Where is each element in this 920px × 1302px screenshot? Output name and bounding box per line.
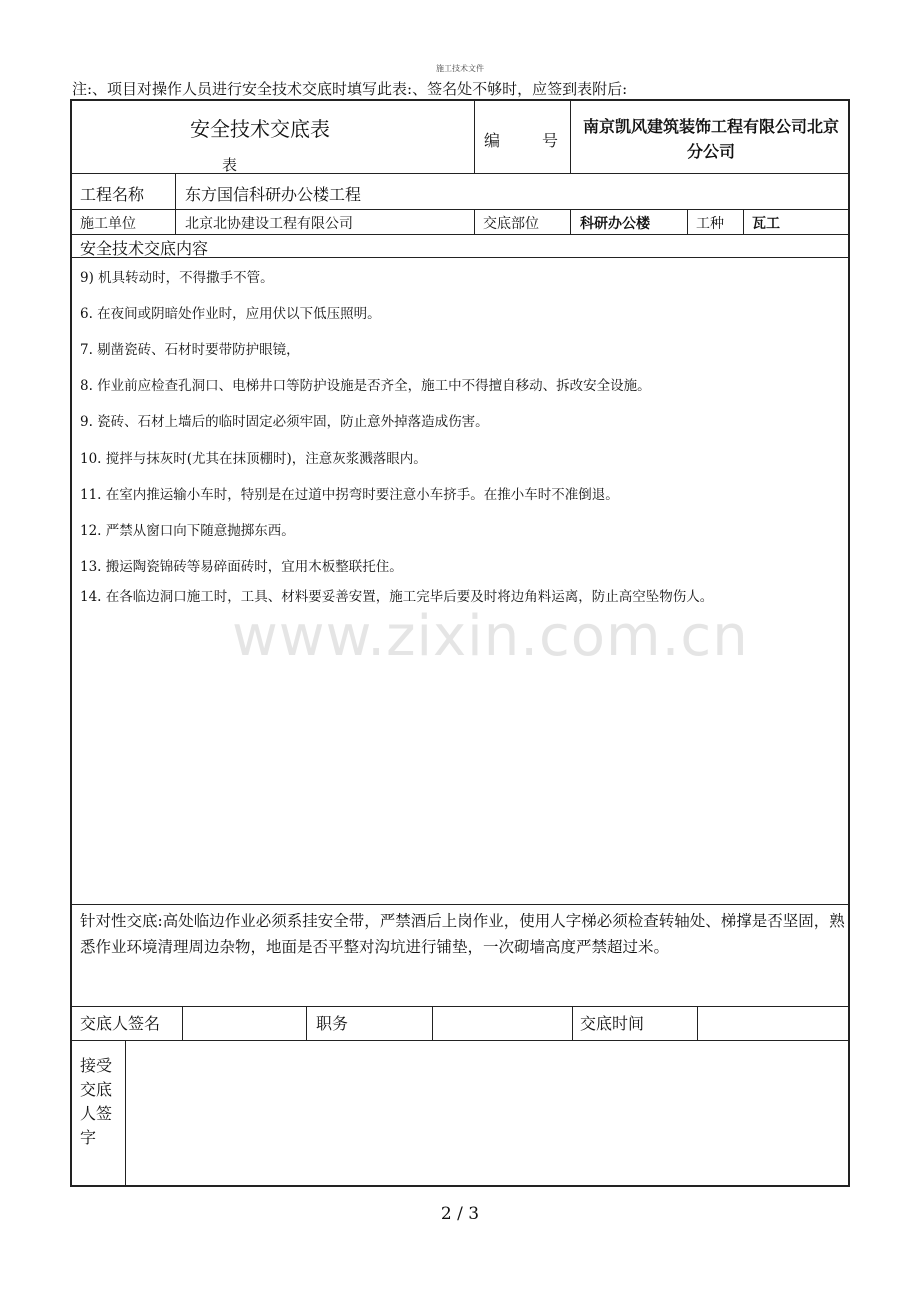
number-label-2: 号	[542, 131, 559, 150]
signer-field[interactable]	[184, 1008, 304, 1038]
signer-label: 交底人签名	[80, 1014, 161, 1033]
page-header-caption: 施工技术文件	[436, 64, 484, 73]
form-note: 注:、项目对操作人员进行安全技术交底时填写此表:、签名处不够时，应签到表附后:	[72, 80, 628, 98]
time-field[interactable]	[699, 1008, 846, 1038]
part-value: 科研办公楼	[580, 216, 650, 232]
list-item: 8. 作业前应检查孔洞口、电梯井口等防护设施是否齐全，施工中不得擅自移动、拆改安全设施。	[80, 378, 651, 394]
list-item: 9) 机具转动时，不得撒手不管。	[80, 270, 274, 286]
list-item: 13. 搬运陶瓷锦砖等易碎面砖时，宜用木板整联托住。	[80, 559, 403, 575]
list-item: 11. 在室内推运输小车时，特别是在过道中拐弯时要注意小车挤手。在推小车时不准倒退。	[80, 487, 619, 503]
list-item: 10. 搅拌与抹灰时(尤其在抹顶棚时)，注意灰浆溅落眼内。	[80, 451, 427, 467]
form-title-sub: 表	[222, 156, 238, 174]
project-label: 工程名称	[80, 185, 145, 204]
position-field[interactable]	[434, 1008, 570, 1038]
number-label-1: 编	[484, 131, 501, 150]
trade-label: 工种	[696, 216, 724, 232]
list-item: 6. 在夜间或阴暗处作业时，应用伏以下低压照明。	[80, 306, 381, 322]
page-number: 2 / 3	[440, 1204, 480, 1224]
receiver-label: 接受交底人签字	[80, 1056, 113, 1147]
time-label: 交底时间	[580, 1014, 645, 1033]
targeted-briefing: 针对性交底:高处临边作业必须系挂安全带，严禁酒后上岗作业，使用人字梯必须检查转轴处、梯撑是否坚固，熟悉作业环境清理周边杂物，地面是否平整对沟坑进行铺垫，一次砌墙高度严禁超过米。	[80, 912, 845, 956]
form-title: 安全技术交底表	[190, 117, 330, 141]
list-item: 7. 剔凿瓷砖、石材时要带防护眼镜，	[80, 342, 300, 358]
list-item: 14. 在各临边洞口施工时，工具、材料要妥善安置，施工完毕后要及时将边角料运离，防止高空坠物伤人。	[80, 589, 714, 605]
content-label: 安全技术交底内容	[80, 239, 209, 258]
receiver-signature-field[interactable]	[127, 1042, 846, 1184]
trade-value: 瓦工	[752, 216, 780, 232]
unit-value: 北京北协建设工程有限公司	[185, 216, 353, 232]
watermark: www.zixin.com.cn	[232, 604, 749, 669]
project-value: 东方国信科研办公楼工程	[185, 185, 362, 204]
part-label: 交底部位	[483, 216, 539, 232]
position-label: 职务	[316, 1014, 349, 1033]
list-item: 12. 严禁从窗口向下随意抛掷东西。	[80, 523, 295, 539]
unit-label: 施工单位	[80, 216, 136, 232]
company-name: 南京凯风建筑装饰工程有限公司北京分公司	[582, 117, 839, 161]
list-item: 9. 瓷砖、石材上墙后的临时固定必须牢固，防止意外掉落造成伤害。	[80, 414, 489, 430]
